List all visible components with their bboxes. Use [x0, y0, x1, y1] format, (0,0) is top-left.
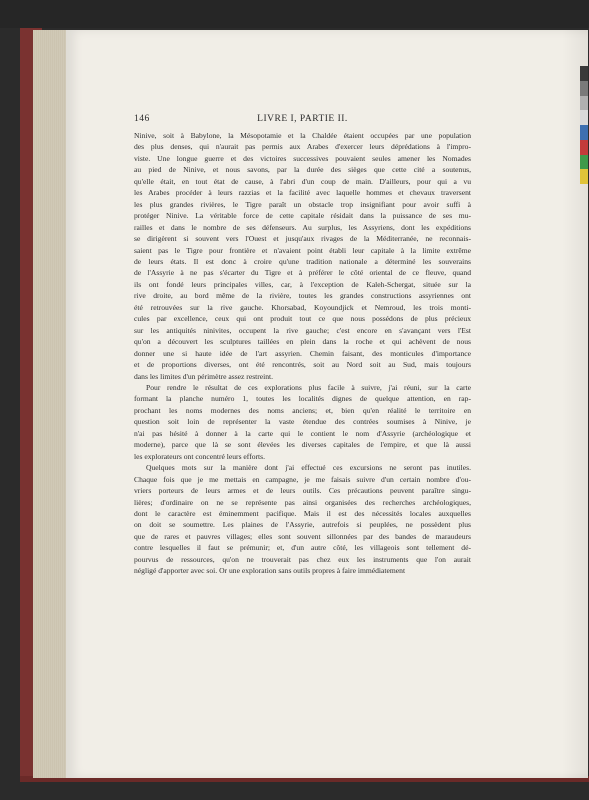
- text-line: les plus grandes rivières, le Tigre paraît un obstacle trop insignifiant pour avoir suffi à: [134, 199, 471, 209]
- running-head: LIVRE I, PARTIE II.: [257, 114, 348, 124]
- text-line: rive droite, au bord même de la rivière, toutes les grandes constructions assyriennes ont: [134, 291, 471, 301]
- scanner-background: [0, 0, 589, 28]
- text-line: vriers porteurs de leurs armes et de leurs outils. Ces précautions peuvent paraître singu-: [134, 486, 471, 496]
- text-line: cules par excellence, ceux qui ont produit tout ce que nous possédons de plus précieux: [134, 314, 471, 324]
- text-line: question soit loin de représenter la vaste étendue des contrées soumises à Ninive, je: [134, 417, 471, 427]
- text-line: ils ont fondé leurs principales villes, car, à l'exception de Kaleh-Schergat, située sur la: [134, 279, 471, 289]
- text-line: Chaque fois que je me mettais en campagne, je me faisais suivre d'un certain nombre d'ou-: [134, 474, 471, 484]
- color-swatch: [580, 125, 588, 140]
- text-line: de l'Assyrie à ne pas s'écarter du Tigre et à préférer le côté oriental de ce fleuve, quand: [134, 268, 471, 278]
- text-line: Pour rendre le résultat de ces explorations plus facile à suivre, j'ai réuni, sur la carte: [146, 382, 471, 392]
- color-swatch: [580, 96, 588, 111]
- text-line: les Arabes procéder à leurs razzias et la facilité avec laquelle hommes et chevaux traversent: [134, 188, 471, 198]
- text-line: Ninive, soit à Babylone, la Mésopotamie et la Chaldée étaient occupées par une population: [134, 131, 471, 140]
- paragraph: [134, 130, 471, 382]
- page-number: 146: [134, 114, 150, 124]
- body-text: [134, 130, 471, 577]
- text-line: des plus denses, qui n'aurait pas permis aux Arabes d'exercer leurs déprédations à l'impro-: [134, 142, 471, 152]
- color-calibration-strip: [580, 66, 588, 184]
- text-line: que de rares et pauvres villages; elles sont souvent sillonnées par des bandes de maraudeurs: [134, 531, 471, 541]
- color-swatch: [580, 140, 588, 155]
- text-line: se dirigèrent si souvent vers l'Ouest et jusqu'aux rivages de la Méditerranée, ne reconnais-: [134, 234, 471, 244]
- color-swatch: [580, 81, 588, 96]
- paragraph: [134, 462, 471, 577]
- text-line: pourvus de ressources, qu'on ne trouverait pas chez eux les instruments que l'on aurait: [134, 554, 471, 564]
- text-line: donner une si haute idée de l'art assyrien. Chemin faisant, des monticules d'importance: [134, 348, 471, 358]
- text-line: n'ai pas hésité à donner à la carte qui le contient le nom d'Assyrie (archéologique et: [134, 428, 471, 438]
- page-stack-edges: [33, 30, 69, 778]
- text-line: qu'on a découvert les sculptures taillées en plein dans la roche et qui achèvent de nous: [134, 337, 471, 347]
- text-line: qu'elle était, en tout état de cause, à l'abri d'un coup de main. D'ailleurs, pour qui a vu: [134, 176, 471, 186]
- color-swatch: [580, 169, 588, 184]
- text-line: négligé d'apporter avec soi. Or une exploration sans outils propres à faire immédiatement: [134, 566, 406, 576]
- text-line: prochant les noms modernes des noms anciens; et, bien qu'en réalité le territoire en: [134, 405, 471, 415]
- text-line: de leurs états. Il est donc à croire qu'une tradition nationale a déterminé les souverains: [134, 256, 471, 266]
- text-line: dans les limites d'un périmètre assez restreint.: [134, 371, 274, 381]
- color-swatch: [580, 110, 588, 125]
- text-line: saient pas le Tigre pour frontière et n'avaient point établi leur capitale à la limite extrême: [134, 245, 471, 255]
- text-line: on doit se soumettre. Les plaines de l'Assyrie, autrefois si peuplées, ne possèdent plus: [134, 520, 471, 530]
- text-line: sur les antiquités ninivites, occupent la rive gauche; c'est encore en s'avançant vers l'Est: [134, 325, 471, 335]
- color-swatch: [580, 66, 588, 81]
- text-line: au pied de Ninive, et nous savons, par la durée des sièges que cette cité a soutenus,: [134, 165, 471, 175]
- text-line: les explorateurs ont concentré leurs efforts.: [134, 451, 266, 461]
- text-line: contre lesquelles il faut se prémunir; et, d'un autre côté, les villageois sont tellement dé-: [134, 543, 471, 553]
- text-line: Quelques mots sur la manière dont j'ai effectué ces excursions ne seront pas inutiles.: [146, 463, 471, 473]
- text-line: railles et dans le nombre de ses défenseurs. Au surplus, les Assyriens, dont les expéditions: [134, 222, 471, 232]
- text-line: viste. Une longue guerre et des victoires successives pouvaient seules amener les Nomades: [134, 153, 471, 163]
- text-line: été retrouvées sur la rive gauche. Khorsabad, Koyoundjick et Nemroud, les trois monti-: [134, 302, 471, 312]
- text-line: moderne), parce que là se sont élevées les diverses capitales de l'empire, et que là aussi: [134, 440, 471, 450]
- paragraph: [134, 382, 471, 462]
- text-line: formant la planche numéro 1, toutes les localités dignes de quelque attention, en rap-: [134, 394, 471, 404]
- color-swatch: [580, 155, 588, 170]
- text-line: lières; d'ordinaire on ne se représente pas ainsi organisées des recherches archéologiques,: [134, 497, 471, 507]
- text-line: dont le caractère est éminemment pacifique. Mais il est des nécessités locales auxquelles: [134, 508, 471, 518]
- text-line: protéger Ninive. La véritable force de cette capitale résidait dans la puissance de ses mu-: [134, 211, 471, 221]
- text-line: et de proportions diverses, ont été rencontrés, soit au Nord soit au Sud, mais toujours: [134, 360, 471, 370]
